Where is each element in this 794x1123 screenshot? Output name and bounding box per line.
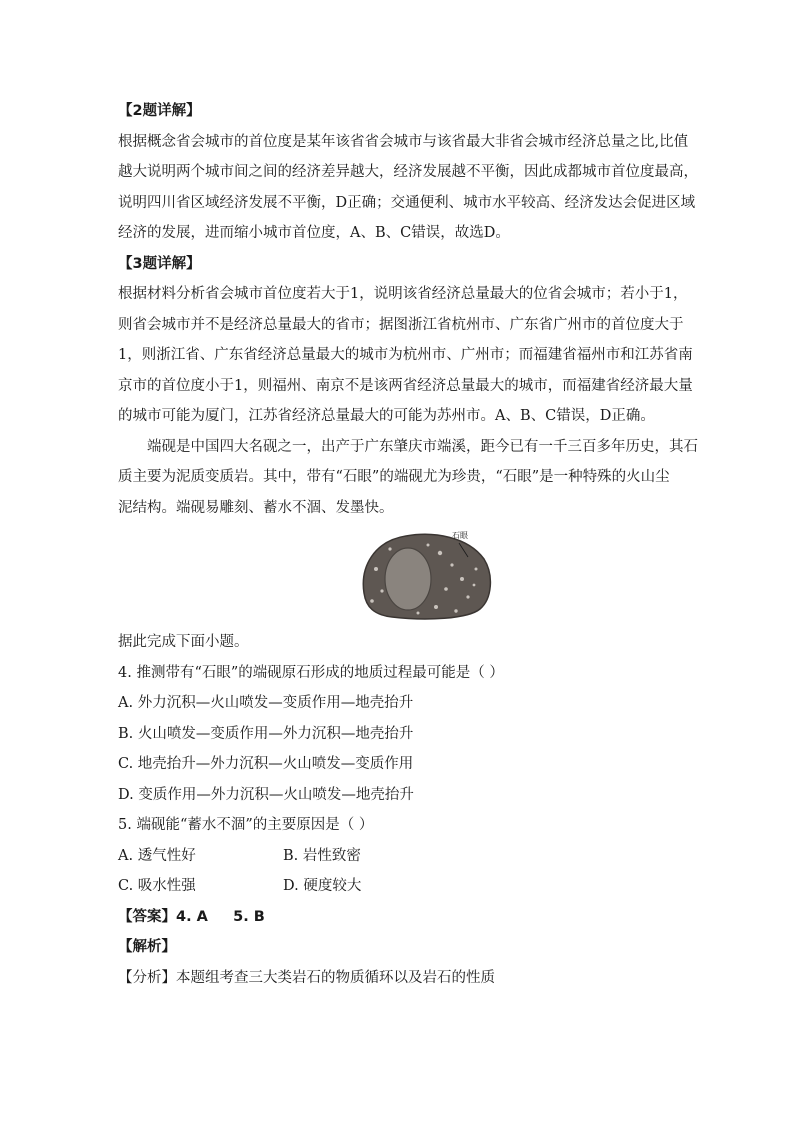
q3-line: 则省会城市并不是经济总量最大的省市；据图浙江省杭州市、广东省广州市的首位度大于 <box>118 316 684 333</box>
material-line: 端砚是中国四大名砚之一，出产于广东肇庆市端溪，距今已有一千三百多年历史，其石 <box>147 438 698 455</box>
question-5-option: C. 吸水性强 <box>118 878 196 894</box>
document-page <box>118 96 698 993</box>
prompt-line: 据此完成下面小题。 <box>118 634 249 650</box>
q3-line: 1，则浙江省、广东省经济总量最大的城市为杭州市、广州市；而福建省福州市和江苏省南 <box>118 347 693 363</box>
q2-line: 经济的发展，进而缩小城市首位度，A、B、C错误，故选D。 <box>118 225 510 241</box>
q3-header: 【3题详解】 <box>118 255 201 272</box>
q3-line: 京市的首位度小于1，则福州、南京不是该两省经济总量最大的城市，而福建省经济最大量 <box>118 377 693 394</box>
answer-line: 【答案】4. A 5. B <box>118 908 265 925</box>
question-5-option: B. 岩性致密 <box>283 847 361 864</box>
question-4-option: B. 火山喷发—变质作用—外力沉积—地壳抬升 <box>118 725 414 742</box>
question-5-option: D. 硬度较大 <box>283 878 362 894</box>
question-4-option: A. 外力沉积—火山喷发—变质作用—地壳抬升 <box>118 695 414 711</box>
q2-line: 越大说明两个城市间之间的经济差异越大，经济发展越不平衡，因此成都城市首位度最高， <box>118 164 698 180</box>
material-line: 泥结构。端砚易雕刻、蓄水不涸、发墨快。 <box>118 499 394 516</box>
question-5-option-row <box>118 841 688 872</box>
question-5-option-row <box>118 871 688 902</box>
question-5-option: A. 透气性好 <box>118 847 196 864</box>
q3-line: 的城市可能为厦门，江苏省经济总量最大的可能为苏州市。A、B、C错误，D正确。 <box>118 408 655 424</box>
question-4-option: D. 变质作用—外力沉积—火山喷发—地壳抬升 <box>118 786 414 803</box>
analysis-header: 【解析】 <box>118 939 176 955</box>
q3-line: 根据材料分析省会城市首位度若大于1，说明该省经济总量最大的位省会城市；若小于1， <box>118 286 688 302</box>
shiyan-label: 石眼 <box>452 531 468 540</box>
inkstone-figure <box>356 529 496 623</box>
q2-line: 说明四川省区域经济发展不平衡，D正确；交通便利、城市水平较高、经济发达会促进区域 <box>118 194 696 211</box>
question-4-stem: 4. 推测带有“石眼”的端砚原石形成的地质过程最可能是（ ） <box>118 664 504 681</box>
q2-header: 【2题详解】 <box>118 103 201 119</box>
analysis-line: 【分析】本题组考查三大类岩石的物质循环以及岩石的性质 <box>118 969 495 986</box>
material-line: 质主要为泥质变质岩。其中，带有“石眼”的端砚尤为珍贵，“石眼”是一种特殊的火山尘 <box>118 469 670 485</box>
question-5-stem: 5. 端砚能“蓄水不涸”的主要原因是（ ） <box>118 817 374 833</box>
question-4-option: C. 地壳抬升—外力沉积—火山喷发—变质作用 <box>118 756 414 772</box>
q2-line: 根据概念省会城市的首位度是某年该省省会城市与该省最大非省会城市经济总量之比,比值 <box>118 133 689 150</box>
inkstone-photo <box>356 529 496 623</box>
